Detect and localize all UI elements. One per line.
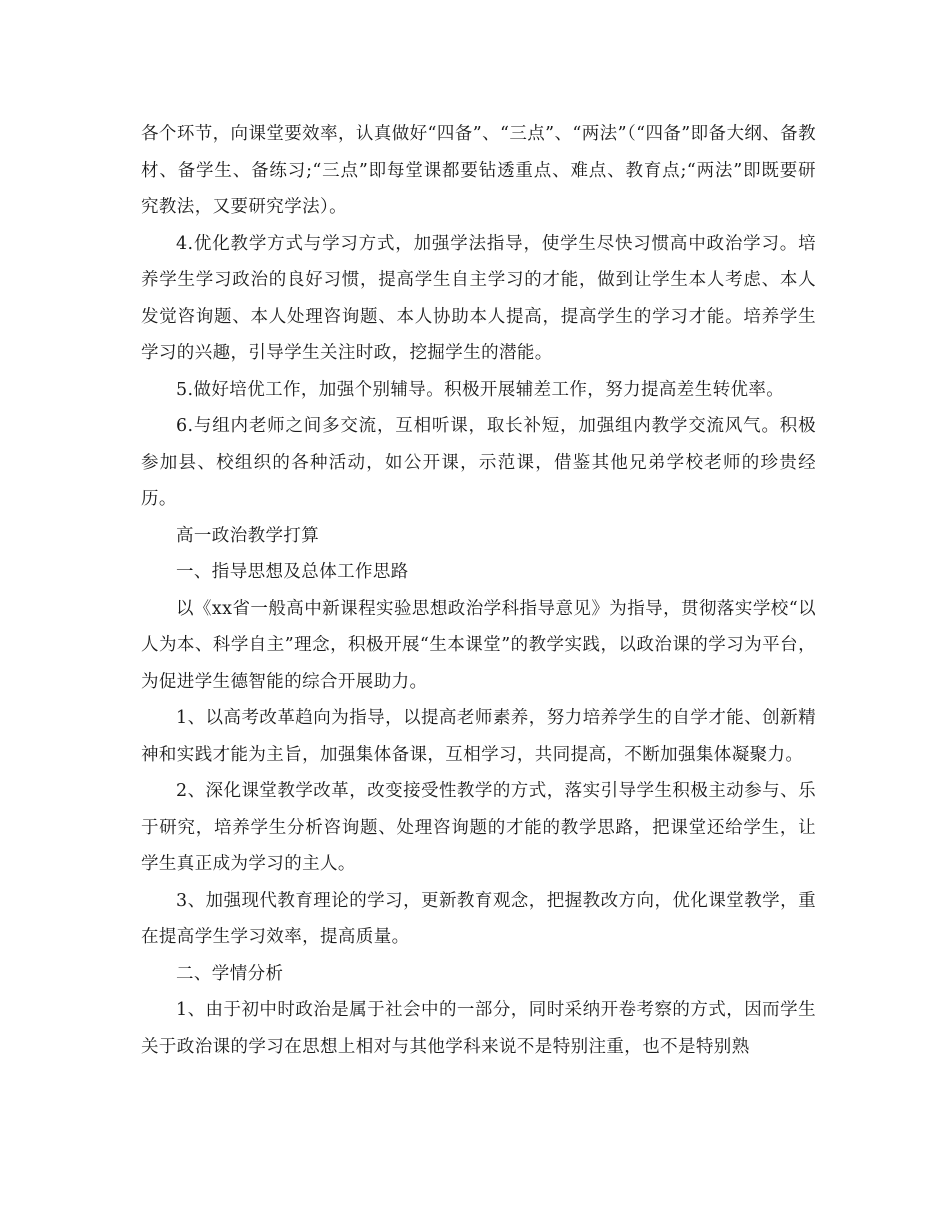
- paragraph-7: 以《xx省一般高中新课程实验思想政治学科指导意见》为指导，贯彻落实学校“以人为本、科学自主”理念，积极开展“生本课堂”的教学实践，以政治课的学习为平台，为促进学生德智能的综合开展助力。: [141, 598, 816, 692]
- paragraph-8: 1、以高考改革趋向为指导，以提高老师素养，努力培养学生的自学才能、创新精神和实践才能为主旨，加强集体备课，互相学习，共同提高，不断加强集体凝聚力。: [141, 708, 816, 765]
- document-body: [141, 116, 816, 1065]
- paragraph-1: 各个环节，向课堂要效率，认真做好“四备”、“三点”、“两法”（“四备”即备大纲、备教材、备学生、备练习;“三点”即每堂课都要钻透重点、难点、教育点;“两法”即既要研究教法，又要研究学法）。: [141, 124, 816, 217]
- paragraph-12: 1、由于初中时政治是属于社会中的一部分，同时采纳开卷考察的方式，因而学生关于政治课的学习在思想上相对与其他学科来说不是特别注重，也不是特别熟: [141, 1000, 816, 1057]
- heading-student-analysis: 二、学情分析: [176, 963, 284, 984]
- paragraph-4: 6.与组内老师之间多交流，互相听课，取长补短，加强组内教学交流风气。积极参加县、校组织的各种活动，如公开课，示范课，借鉴其他兄弟学校老师的珍贵经历。: [141, 416, 816, 509]
- section-title: 高一政治教学打算: [176, 525, 320, 546]
- paragraph-9: 2、深化课堂教学改革，改变接受性教学的方式，落实引导学生积极主动参与、乐于研究，培养学生分析咨询题、处理咨询题的才能的教学思路，把课堂还给学生，让学生真正成为学习的主人。: [141, 781, 816, 874]
- paragraph-10: 3、加强现代教育理论的学习，更新教育观念，把握教改方向，优化课堂教学，重在提高学生学习效率，提高质量。: [141, 890, 816, 947]
- paragraph-2: 4.优化教学方式与学习方式，加强学法指导，使学生尽快习惯高中政治学习。培养学生学习政治的良好习惯，提高学生自主学习的才能，做到让学生本人考虑、本人发觉咨询题、本人处理咨询题、本人协助本人提高，提高学生的学习才能。培养学生学习的兴趣，引导学生关注时政，挖掘学生的潜能。: [141, 233, 816, 363]
- paragraph-3: 5.做好培优工作，加强个别辅导。积极开展辅差工作，努力提高差生转优率。: [176, 379, 785, 400]
- heading-guiding-thought: 一、指导思想及总体工作思路: [176, 562, 409, 582]
